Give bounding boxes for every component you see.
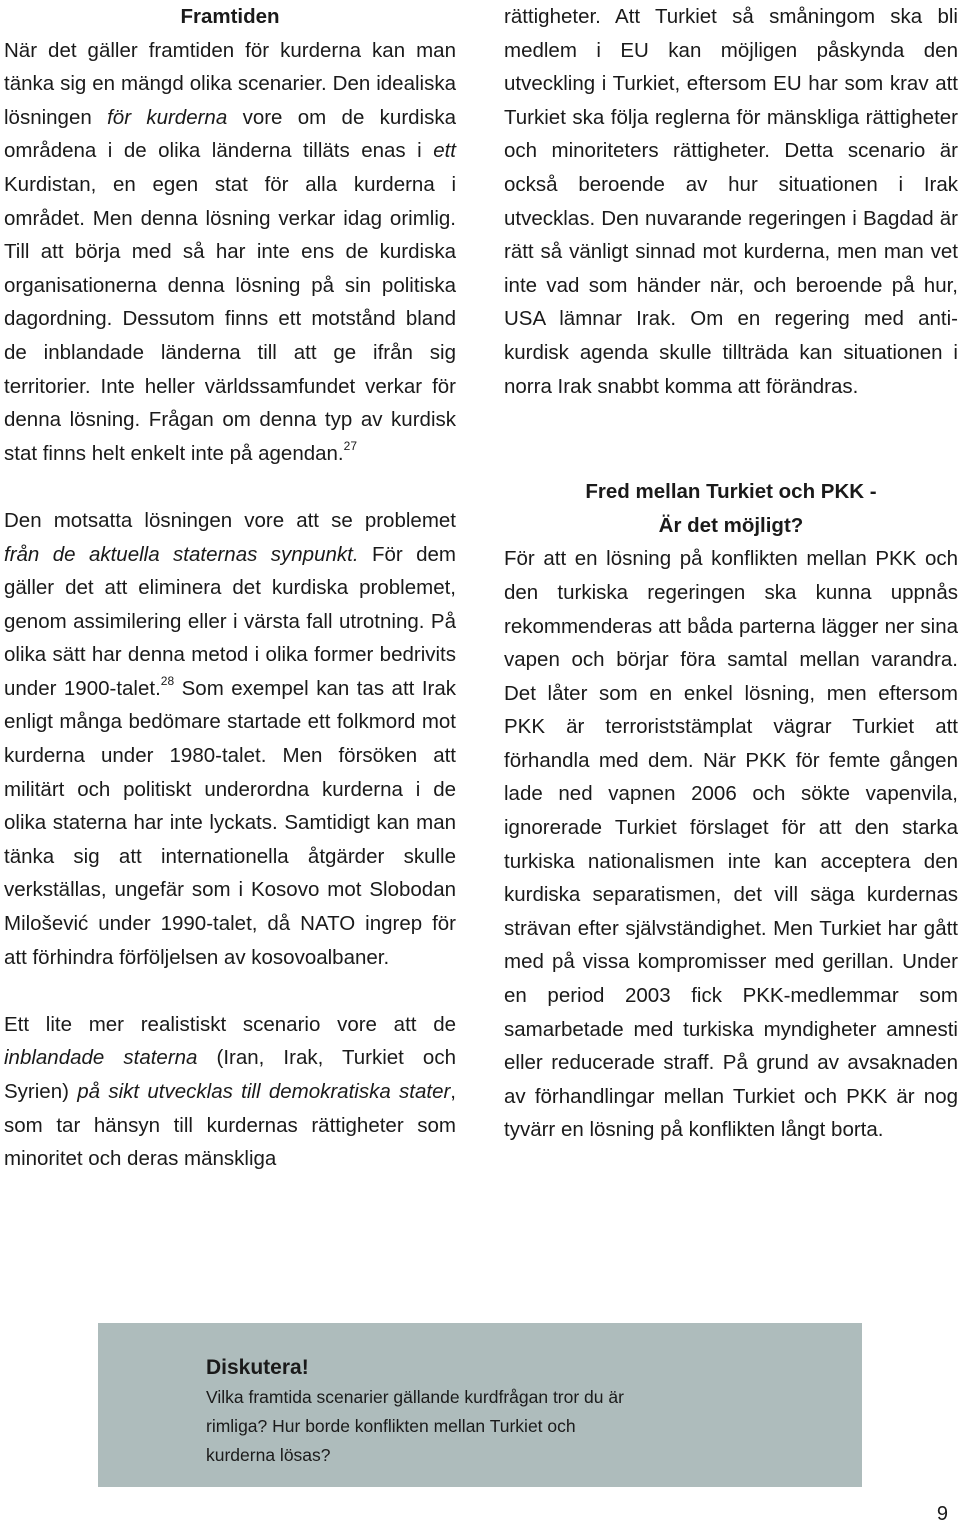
text-run: vore om de kurdiska områdena i de olika länderna tilläts enas i <box>4 105 457 163</box>
paragraph-eu-scenario: rättigheter. Att Turkiet så småningom ska bli medlem i EU kan möjligen påskynda den utveckling i Turkiet, eftersom EU har som krav att Turkiet ska följa reglerna för mänskliga rättigheter och minoriteters rättigheter. Detta scenario är också beroende av hur situationen i Irak utvecklas. Den nuvarande regeringen i Bagdad är rätt så vänligt sinnad mot kurderna, men man vet inte vad som händer när, och beroende på hur, USA lämnar Irak. Om en regering med anti-kurdisk agenda skulle tillträda kan situationen i norra Irak snabbt komma att förändras. <box>504 5 958 398</box>
discussion-line: kurderna lösas? <box>206 1445 331 1465</box>
text-run: , som tar hänsyn till kurdernas rättigheter som minoritet och deras mänskliga <box>4 1080 456 1171</box>
heading-line: Fred mellan Turkiet och PKK - <box>585 480 877 504</box>
footnote-ref-27: 27 <box>343 438 357 453</box>
emphasis-text: från de aktuella staternas synpunkt. <box>4 542 359 566</box>
emphasis-text: för kurderna <box>107 105 228 129</box>
text-run: För dem gäller det att eliminera det kurdiska problemet, genom assimilering eller i värsta fall utrotning. På olika sätt har denna metod i olika former bedrivits under 1900-talet. <box>4 542 456 700</box>
paragraph-pkk-conflict: För att en lösning på konflikten mellan PKK och den turkiska regeringen ska kunna uppnås rekommenderas att båda parterna lägger ner sina vapen och börjar föra samtal mellan varandra. Det låter som en enkel lösning, men eftersom PKK är terroriststämplat vägrar Turkiet att förhandla med dem. När PKK för femte gången lade ned vapnen 2006 och sökte vapenvila, ignorerade Turkiet förslaget för att den starka turkiska nationalismen inte kan acceptera den kurdiska separatismen, det vill säga kurdernas strävan efter självständighet. Men Turkiet har gått med på vissa kompromisser med gerillan. Under en period 2003 fick PKK-medlemmar som samarbetade med turkiska myndigheter amnesti eller reducerade straff. På grund av avsaknaden av förhandlingar mellan Turkiet och PKK är nog tyvärr en lösning på konflikten långt borta. <box>504 547 958 1142</box>
page-number: 9 <box>936 1503 948 1525</box>
paragraph-opposite-solution <box>4 504 456 974</box>
section-heading-framtiden: Framtiden <box>180 5 280 28</box>
discussion-line: Vilka framtida scenarier gällande kurdfrågan tror du är <box>206 1387 624 1407</box>
paragraph-ideal-solution <box>4 34 456 471</box>
footnote-ref-28: 28 <box>160 674 175 689</box>
text-run: Kurdistan, en egen stat för alla kurderna i området. Men denna lösning verkar idag orimlig. Till att börja med så har inte ens de kurdiska organisationerna denna lösning på sin politiska dagordning. Dessutom finns ett motstånd bland de inblandade länderna till att ge ifrån sig territorier. Inte heller världssamfundet verkar för denna lösning. Frågan om denna typ av kurdisk stat finns helt enkelt inte på agendan. <box>4 172 456 465</box>
emphasis-text: på sikt utvecklas till demokratiska stater <box>77 1080 451 1103</box>
left-column <box>4 0 456 1176</box>
text-run: Som exempel kan tas att Irak enligt många bedömare startade ett folkmord mot kurderna under 1980-talet. Men försöken att militärt och politiskt underordna kurderna i de olika staterna har inte lyckats. Samtidigt kan man tänka sig att internationella åtgärder skulle verkställas, ungefär som i Kosovo mot Slobodan Milošević under 1990-talet, då NATO ingrep för att förhindra förföljelsen av kosovoalbaner. <box>4 676 456 969</box>
emphasis-text: inblandade staterna <box>4 1046 198 1070</box>
paragraph-realistic-scenario <box>4 1008 456 1176</box>
discussion-box <box>98 1323 862 1487</box>
section-heading-peace <box>504 475 958 542</box>
discussion-line: rimliga? Hur borde konflikten mellan Turkiet och <box>206 1416 576 1436</box>
discussion-title: Diskutera! <box>206 1356 309 1379</box>
discussion-content <box>206 1353 766 1470</box>
text-run: Ett lite mer realistiskt scenario vore att de <box>4 1012 456 1036</box>
heading-line: Är det möjligt? <box>658 513 804 537</box>
right-column <box>504 0 958 1147</box>
discussion-question <box>206 1383 766 1470</box>
emphasis-text: ett <box>433 139 456 163</box>
text-run: Den motsatta lösningen vore att se problemet <box>4 508 456 532</box>
text-run: (Iran, Irak, Turkiet och Syrien) <box>4 1046 456 1103</box>
text-run: När det gäller framtiden för kurderna kan man tänka sig en mängd olika scenarier. Den idealiska lösningen <box>4 38 456 129</box>
